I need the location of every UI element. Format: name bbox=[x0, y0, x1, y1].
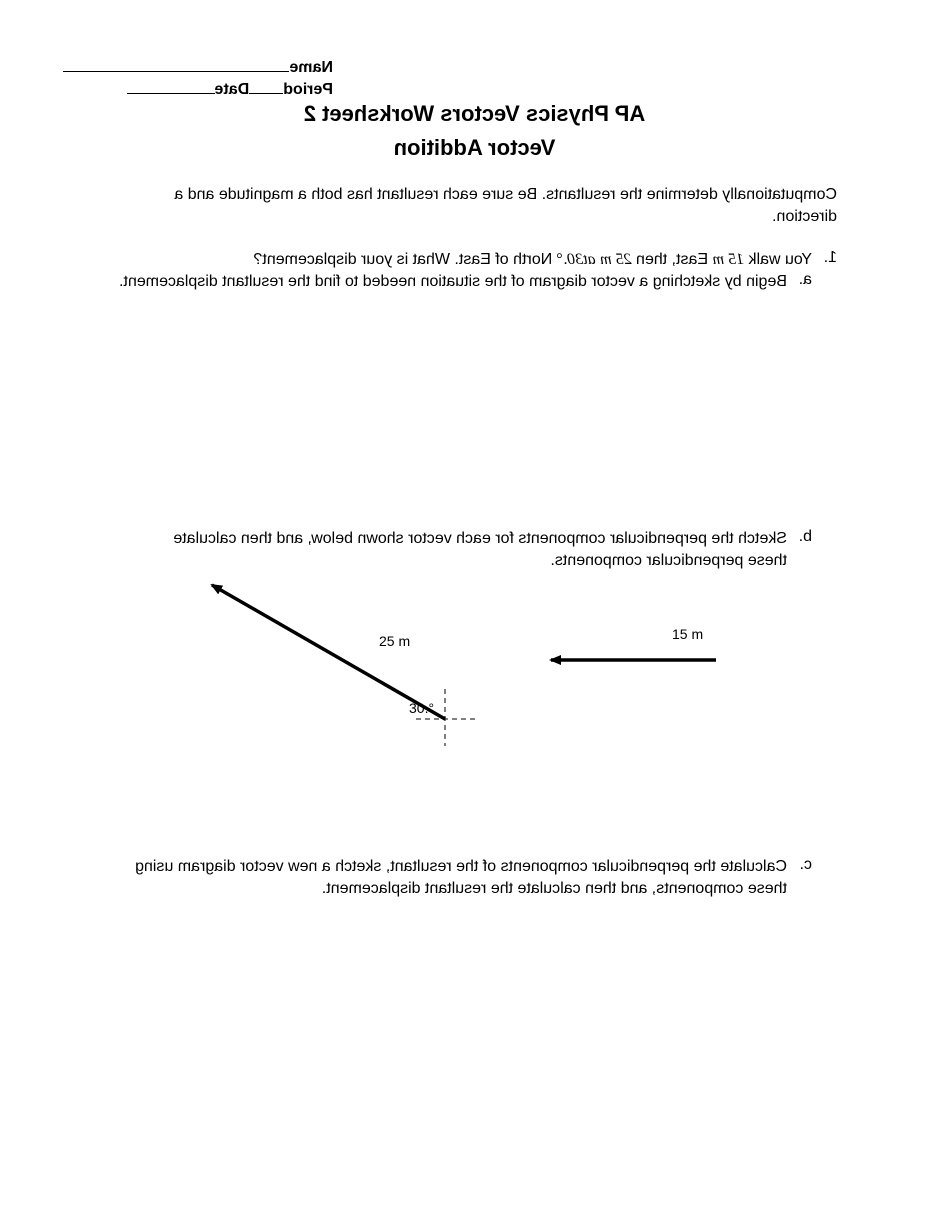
problem-number: 1. bbox=[823, 249, 837, 266]
distance-15m: 15 m bbox=[712, 251, 745, 268]
name-label: Name bbox=[289, 59, 333, 76]
date-blank[interactable] bbox=[127, 79, 215, 94]
part-a-marker: a. bbox=[798, 271, 812, 288]
name-blank[interactable] bbox=[63, 57, 289, 72]
period-blank[interactable] bbox=[249, 79, 283, 94]
question-text-3: at bbox=[583, 251, 596, 268]
part-b-marker: b. bbox=[798, 528, 812, 545]
part-b-text: Sketch the perpendicular components for each vector shown below, and then calculate these perpendicular components. bbox=[173, 530, 787, 569]
angle-label: 30.° bbox=[409, 700, 435, 716]
part-c-text: Calculate the perpendicular components of the resultant, sketch a new vector diagram using these components, and then calculate the resultant displacement. bbox=[135, 858, 787, 897]
vector-25m-label: 25 m bbox=[379, 633, 411, 649]
instructions: Computationally determine the resultants. Be sure each resultant has both a magnitude and a direction. bbox=[174, 186, 837, 225]
question-text-2: East, then bbox=[636, 251, 709, 268]
question-text-4: North of East. What is your displacement? bbox=[253, 251, 553, 268]
period-date-row bbox=[127, 79, 333, 99]
vector-25m-arrow bbox=[212, 585, 445, 719]
period-label: Period bbox=[283, 81, 333, 98]
question-text-1: You walk bbox=[748, 251, 812, 268]
problem-question bbox=[253, 249, 812, 271]
worksheet-title: AP Physics Vectors Worksheet 2 bbox=[303, 101, 646, 126]
worksheet-subtitle: Vector Addition bbox=[393, 135, 556, 160]
vector-diagram bbox=[0, 560, 949, 800]
part-a-text: Begin by sketching a vector diagram of the situation needed to find the resultant displacement. bbox=[119, 273, 787, 290]
distance-25m: 25 m bbox=[600, 251, 632, 268]
name-row bbox=[63, 57, 333, 77]
date-label: Date bbox=[214, 81, 250, 98]
angle-30: 30.° bbox=[556, 251, 584, 268]
vector-15m-label: 15 m bbox=[672, 626, 704, 642]
part-c-marker: c. bbox=[799, 856, 812, 873]
